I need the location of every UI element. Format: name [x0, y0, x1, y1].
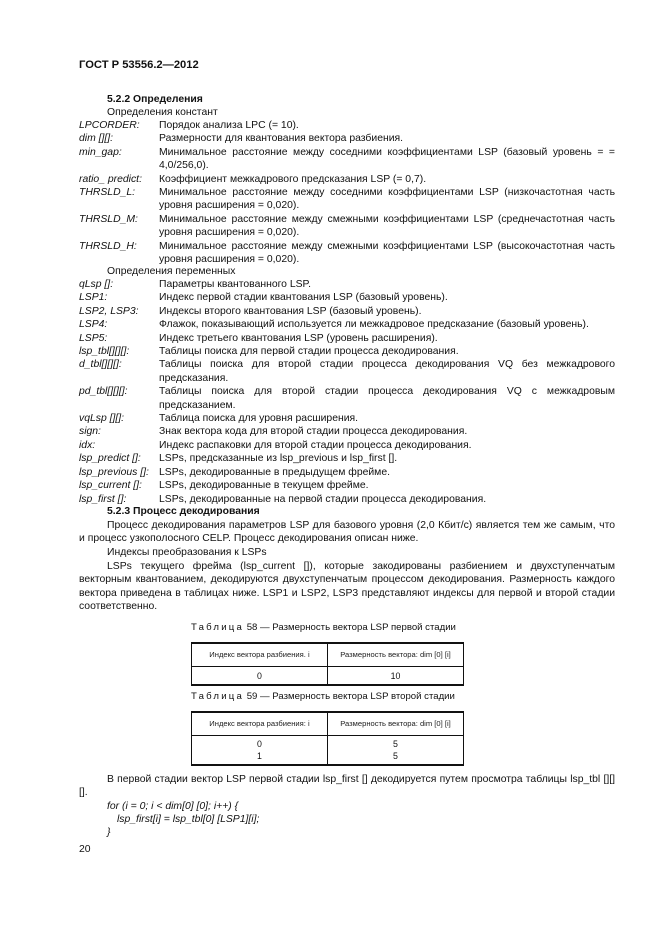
def-desc: LSPs, предсказанные из lsp_previous и lsp_first [].: [159, 453, 398, 465]
caption-word: Таблица: [191, 691, 245, 702]
def-term: LPCORDER:: [79, 120, 140, 131]
table-cell: [328, 736, 464, 766]
def-term: ratio_ predict:: [79, 173, 142, 185]
def-term: lsp_tbl[][][]:: [79, 346, 130, 358]
definition-row: [79, 119, 615, 132]
def-desc: Индекс первой стадии квантования LSP (базовый уровень).: [159, 292, 448, 304]
table-row: [192, 736, 464, 766]
def-term: LSP4:: [79, 319, 108, 331]
section-heading-523: 5.2.3 Процесс декодирования: [107, 506, 260, 517]
def-desc: Минимальное расстояние между смежными коэффициентами LSP (среднечастотная часть уровня расширения = 0,020).: [159, 213, 615, 239]
def-term: vqLsp [][]:: [79, 413, 125, 425]
table-cell: 0: [192, 667, 328, 686]
def-term: LSP1:: [79, 292, 108, 304]
def-desc: Минимальное расстояние между соседними коэффициентами LSP (низкочастотная часть уровня расширения = 0,020).: [159, 187, 615, 212]
definition-row: [79, 305, 615, 318]
definition-row: [79, 358, 615, 385]
table-row: [192, 667, 464, 686]
def-term: d_tbl[][][]:: [79, 359, 122, 371]
table-cell: [192, 736, 328, 766]
paragraph: В первой стадии вектор LSP первой стадии lsp_first [] декодируется путем просмотра таблицы lsp_tbl [][][].: [79, 774, 615, 799]
definition-row: [79, 412, 615, 425]
def-desc: Флажок, показывающий используется ли межкадровое предсказание (базовый уровень).: [159, 319, 589, 331]
def-desc: Знак вектора кода для второй стадии процесса декодирования.: [159, 426, 468, 438]
def-term: LSP2, LSP3:: [79, 305, 139, 317]
section-heading-522: 5.2.2 Определения: [107, 94, 203, 105]
table-58-caption: [191, 621, 456, 634]
definition-row: [79, 452, 615, 465]
def-desc: Таблица поиска для уровня расширения.: [159, 413, 359, 425]
definition-row: [79, 291, 615, 304]
def-term: THRSLD_L:: [79, 187, 136, 199]
def-term: lsp_first []:: [79, 493, 127, 505]
def-term: THRSLD_M:: [79, 213, 138, 225]
def-desc: LSPs, декодированные на первой стадии процесса декодирования.: [159, 493, 487, 505]
def-desc: Индекс третьего квантования LSP (уровень расширения).: [159, 332, 438, 344]
def-term: lsp_current []:: [79, 480, 142, 492]
caption-text: 59 — Размерность вектора LSP второй стадии: [246, 691, 455, 702]
def-term: idx:: [79, 439, 96, 451]
definition-row: [79, 439, 615, 452]
def-term: THRSLD_H:: [79, 240, 137, 252]
variables-heading: Определения переменных: [107, 266, 236, 277]
cell-value: 1: [257, 751, 262, 761]
table-header-row: [192, 712, 464, 736]
def-desc: Индексы второго квантования LSP (базовый уровень).: [159, 305, 422, 317]
table-cell: 10: [328, 667, 464, 686]
def-desc: LSPs, декодированные в предыдущем фрейме.: [159, 466, 390, 478]
def-desc: Минимальное расстояние между соседними коэффициентами LSP (базовый уровень = = 4,0/256,0).: [159, 146, 615, 172]
definition-row: [79, 493, 615, 506]
definition-row: [79, 146, 615, 173]
def-term: LSP5:: [79, 332, 108, 344]
cell-value: 5: [393, 739, 398, 749]
table-header-cell: Размерность вектора: dim [0] [i]: [328, 643, 464, 667]
code-line: lsp_first[i] = lsp_tbl[0] [LSP1][i];: [117, 814, 260, 825]
table-header-cell: Индекс вектора разбиения. i: [192, 643, 328, 667]
def-desc: Таблицы поиска для второй стадии процесса декодирования VQ с межкадровым предсказанием.: [159, 386, 615, 411]
def-term: lsp_predict []:: [79, 453, 141, 465]
table-header-row: [192, 643, 464, 667]
definition-row: [79, 479, 615, 492]
code-line: }: [107, 827, 111, 838]
caption-text: 58 — Размерность вектора LSP первой стадии: [246, 622, 456, 633]
definition-row: [79, 240, 615, 267]
definition-row: [79, 278, 615, 291]
definition-row: [79, 345, 615, 358]
def-term: min_gap:: [79, 146, 122, 158]
definition-row: [79, 466, 615, 479]
def-term: qLsp []:: [79, 279, 114, 290]
document-header: ГОСТ Р 53556.2—2012: [79, 59, 199, 71]
def-term: pd_tbl[][][]:: [79, 386, 128, 398]
definition-row: [79, 173, 615, 186]
page-number: 20: [79, 844, 91, 855]
definition-row: [79, 132, 615, 145]
cell-value: 0: [257, 739, 262, 749]
definition-row: [79, 425, 615, 438]
def-desc: Параметры квантованного LSP.: [159, 279, 312, 290]
def-desc: Размерности для квантования вектора разбиения.: [159, 133, 404, 145]
definition-row: [79, 318, 615, 331]
def-desc: LSPs, декодированные в текущем фрейме.: [159, 480, 369, 492]
definition-row: [79, 213, 615, 240]
def-desc: Коэффициент межкадрового предсказания LSP (= 0,7).: [159, 173, 427, 185]
paragraph: Процесс декодирования параметров LSP для базового уровня (2,0 Кбит/с) является тем же самым, что и процесс узкополосного CELP. Процесс декодирования описан ниже.: [79, 520, 615, 545]
paragraph: LSPs текущего фрейма (lsp_current []), которые закодированы разбиением и двухступенчатым векторным квантованием, декодируются двухступенчатым процессом декодирования. Размерность каждого вектора приведена в таблицах ниже. LSP1 и LSP2, LSP3 представляют индексы для первой и второй стадии соответственно.: [79, 561, 615, 613]
definition-row: [79, 332, 615, 345]
cell-value: 5: [393, 751, 398, 761]
def-desc: Индекс распаковки для второй стадии процесса декодирования.: [159, 439, 472, 451]
definition-row: [79, 385, 615, 412]
table-header-cell: Индекс вектора разбиения: i: [192, 712, 328, 736]
def-term: dim [][]:: [79, 133, 114, 145]
table-59: [191, 711, 464, 766]
table-59-caption: [191, 690, 455, 703]
definition-row: [79, 186, 615, 213]
table-58: [191, 642, 464, 686]
caption-word: Таблица: [191, 622, 245, 633]
paragraph: Индексы преобразования к LSPs: [107, 547, 267, 558]
def-term: lsp_previous []:: [79, 466, 149, 478]
variables-list: [79, 278, 615, 506]
constants-heading: Определения констант: [107, 107, 218, 118]
def-desc: Таблицы поиска для второй стадии процесса декодирования VQ без межкадрового предсказания.: [159, 359, 615, 384]
def-desc: Порядок анализа LPC (= 10).: [159, 120, 299, 131]
code-line: for (i = 0; i < dim[0] [0]; i++) {: [107, 801, 239, 812]
table-header-cell: Размерность вектора: dim [0] [i]: [328, 712, 464, 736]
constants-list: [79, 119, 615, 266]
def-term: sign:: [79, 426, 101, 438]
def-desc: Таблицы поиска для первой стадии процесса декодирования.: [159, 346, 459, 358]
def-desc: Минимальное расстояние между смежными коэффициентами LSP (высокочастотная часть уровня расширения = 0,020).: [159, 240, 615, 266]
